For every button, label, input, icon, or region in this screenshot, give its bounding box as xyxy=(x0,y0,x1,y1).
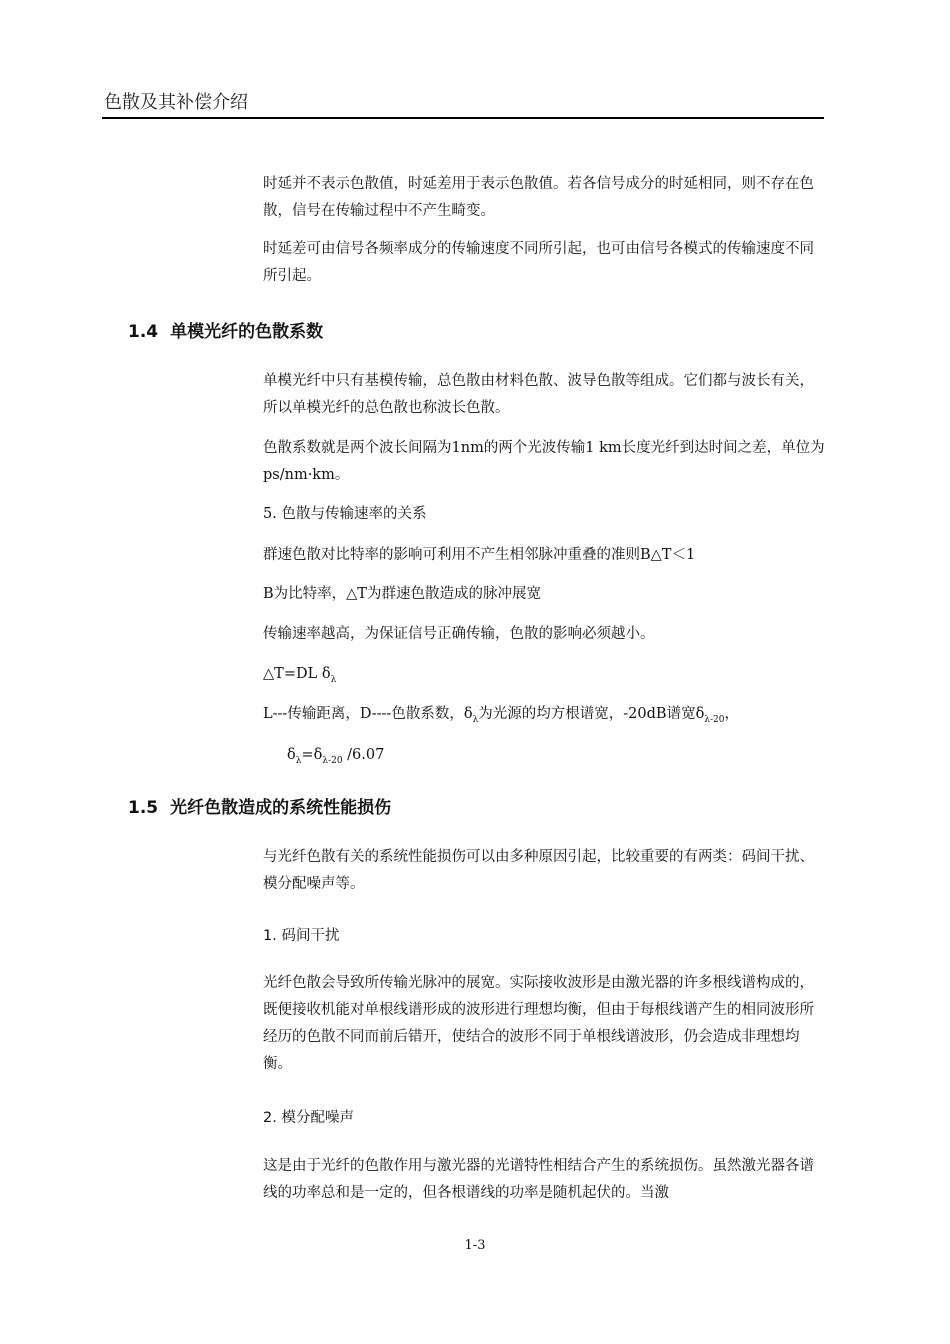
paragraph-group-velocity: 群速色散对比特率的影响可利用不产生相邻脉冲重叠的准则B△T＜1 xyxy=(263,547,696,563)
formula-text: δ xyxy=(287,747,296,763)
subscript: λ xyxy=(472,715,479,725)
formula-subscript: λ xyxy=(330,675,337,685)
section-title: 光纤色散造成的系统性能损伤 xyxy=(170,798,392,818)
definition-text: 为光源的均方根谱宽，-20dB谱宽δ xyxy=(478,706,705,722)
formula-text: /6.07 xyxy=(342,747,385,763)
paragraph-speed: 传输速率越高，为保证信号正确传输，色散的影响必须越小。 xyxy=(263,626,655,642)
list-item-1: 1. 码间干扰 xyxy=(263,928,340,944)
definition-text: L---传输距离，D----色散系数，δ xyxy=(263,706,473,722)
paragraph-mode-partition: 这是由于光纤的色散作用与激光器的光谱特性相结合产生的系统损伤。虽然激光器各谱线的功率总和是一定的，但各根谱线的功率是随机起伏的。当激 xyxy=(263,1158,814,1201)
paragraph-definitions xyxy=(263,701,828,734)
definition-text: ， xyxy=(724,706,740,722)
paragraph-bitrate: B为比特率，△T为群速色散造成的脉冲展宽 xyxy=(263,586,541,602)
paragraph-dispersion-coefficient: 色散系数就是两个波长间隔为1nm的两个光波传输1 km长度光纤到达时间之差，单位为ps/nm·km。 xyxy=(263,440,825,483)
formula-text: △T=DL δ xyxy=(263,666,331,682)
formula-text: =δ xyxy=(301,747,323,763)
header-rule xyxy=(102,117,824,119)
section-number: 1.5 xyxy=(128,798,159,818)
subscript: λ-20 xyxy=(322,756,343,766)
paragraph-single-mode: 单模光纤中只有基模传输，总色散由材料色散、波导色散等组成。它们都与波长有关，所以单模光纤的总色散也称波长色散。 xyxy=(263,373,814,416)
list-item-2: 2. 模分配噪声 xyxy=(263,1110,354,1126)
formula-delta-lambda xyxy=(287,742,852,775)
list-heading-5: 5. 色散与传输速率的关系 xyxy=(263,506,427,522)
subscript: λ xyxy=(295,756,302,766)
paragraph-delay-diff: 时延差可由信号各频率成分的传输速度不同所引起，也可由信号各模式的传输速度不同所引起。 xyxy=(263,241,814,284)
page-number: 1-3 xyxy=(464,1238,486,1253)
paragraph-impairments: 与光纤色散有关的系统性能损伤可以由多种原因引起，比较重要的有两类：码间干扰、模分配噪声等。 xyxy=(263,849,814,892)
section-heading-1-4 xyxy=(128,317,323,342)
subscript: λ-20 xyxy=(704,715,725,725)
section-heading-1-5 xyxy=(128,793,391,818)
paragraph-delay: 时延并不表示色散值，时延差用于表示色散值。若各信号成分的时延相同，则不存在色散，信号在传输过程中不产生畸变。 xyxy=(263,176,814,219)
section-title: 单模光纤的色散系数 xyxy=(170,322,324,342)
running-header: 色散及其补偿介绍 xyxy=(104,92,248,113)
section-number: 1.4 xyxy=(128,322,159,342)
paragraph-isi: 光纤色散会导致所传输光脉冲的展宽。实际接收波形是由激光器的许多根线谱构成的，既便接收机能对单根线谱形成的波形进行理想均衡，但由于每根线谱产生的相同波形所经历的色散不同而前后错开，使结合的波形不同于单根线谱波形，仍会造成非理想均衡。 xyxy=(263,975,814,1072)
formula-delta-t xyxy=(263,661,828,694)
